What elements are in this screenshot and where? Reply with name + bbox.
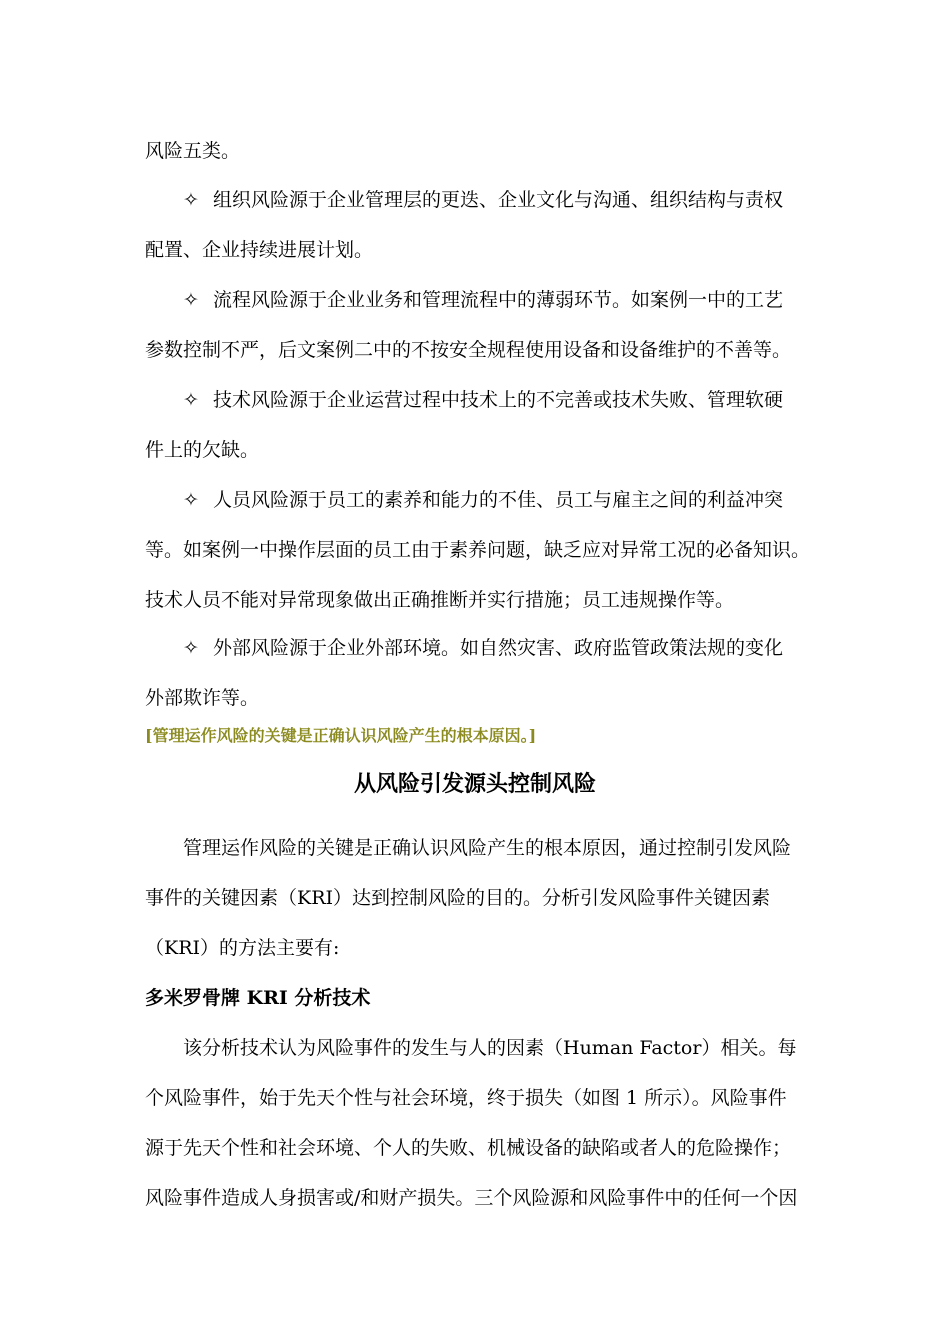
bullet-external-risk (183, 636, 783, 660)
diamond-bullet-icon: ✧ (183, 289, 199, 311)
bullet-text: 外部风险源于企业外部环境。如自然灾害、政府监管政策法规的变化 (213, 637, 784, 659)
diamond-bullet-icon: ✧ (183, 637, 199, 659)
paragraph-line: 事件的关键因素（KRI）达到控制风险的目的。分析引发风险事件关键因素 (145, 887, 771, 909)
bullet-text: 流程风险源于企业业务和管理流程中的薄弱环节。如案例一中的工艺 (213, 289, 784, 311)
diamond-bullet-icon: ✧ (183, 189, 199, 211)
paragraph-line: 技术人员不能对异常现象做出正确推断并实行措施；员工违规操作等。 (145, 589, 735, 611)
diamond-bullet-icon: ✧ (183, 389, 199, 411)
paragraph-line: 该分析技术认为风险事件的发生与人的因素（Human Factor）相关。每 (183, 1037, 797, 1059)
bullet-organizational-risk (183, 188, 783, 212)
paragraph-line: 件上的欠缺。 (145, 439, 260, 461)
subsection-heading: 多米罗骨牌 KRI 分析技术 (145, 987, 371, 1009)
paragraph-line: 等。如案例一中操作层面的员工由于素养问题，缺乏应对异常工况的必备知识。 (145, 539, 811, 561)
paragraph-line: 个风险事件，始于先天个性与社会环境，终于损失（如图 1 所示）。风险事件 (145, 1087, 787, 1109)
paragraph-line: 源于先天个性和社会环境、个人的失败、机械设备的缺陷或者人的危险操作； (145, 1137, 792, 1159)
diamond-bullet-icon: ✧ (183, 489, 199, 511)
bullet-text: 组织风险源于企业管理层的更迭、企业文化与沟通、组织结构与责权 (213, 189, 784, 211)
bullet-technical-risk (183, 388, 783, 412)
bullet-text: 人员风险源于员工的素养和能力的不佳、员工与雇主之间的利益冲突 (213, 489, 784, 511)
paragraph-line: 参数控制不严，后文案例二中的不按安全规程使用设备和设备维护的不善等。 (145, 339, 792, 361)
paragraph-line: 风险事件造成人身损害或/和财产损失。三个风险源和风险事件中的任何一个因 (145, 1187, 798, 1209)
paragraph-line: 外部欺诈等。 (145, 687, 260, 709)
section-heading: 从风险引发源头控制风险 (353, 771, 596, 797)
bullet-personnel-risk (183, 488, 783, 512)
highlight-note: [管理运作风险的关键是正确认识风险产生的根本原因。] (145, 726, 537, 745)
paragraph-line: 风险五类。 (145, 140, 241, 162)
bullet-process-risk (183, 288, 783, 312)
bullet-text: 技术风险源于企业运营过程中技术上的不完善或技术失败、管理软硬 (213, 389, 784, 411)
paragraph-line: 配置、企业持续进展计划。 (145, 239, 374, 261)
paragraph-line: 管理运作风险的关键是正确认识风险产生的根本原因，通过控制引发风险 (183, 837, 792, 859)
paragraph-line: （KRI）的方法主要有: (145, 937, 340, 959)
